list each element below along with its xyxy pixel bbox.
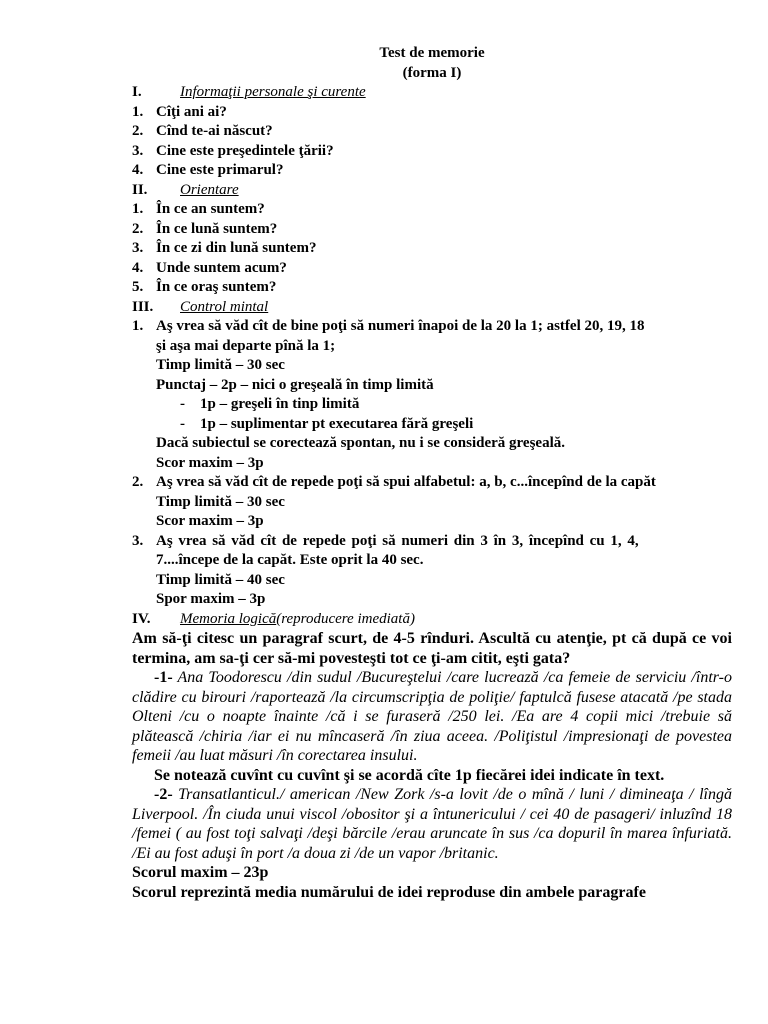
- section-2-title: Orientare: [180, 181, 239, 198]
- story-paragraph-1: [132, 668, 732, 766]
- list-item-continuation: 7....începe de la capăt. Este oprit la 40 sec.: [156, 552, 424, 568]
- list-item: 5. În ce oraş suntem?: [132, 279, 277, 295]
- section-1-heading: [132, 83, 732, 103]
- section-3-title: Control mintal: [180, 298, 269, 315]
- list-item: 3. Aş vrea să văd cît de repede poţi să numeri din 3 în 3, începînd cu 1, 4,: [132, 532, 639, 549]
- max-score: Scor maxim – 3p: [156, 454, 264, 471]
- max-score: Spor maxim – 3p: [156, 591, 266, 607]
- final-note: Scorul reprezintă media numărului de idei reproduse din ambele paragrafe: [132, 883, 646, 901]
- section-1-numeral: I.: [132, 84, 142, 100]
- section-3-numeral: III.: [132, 298, 154, 315]
- scoring-note: Se notează cuvînt cu cuvînt şi se acordă cîte 1p fiecărei idei indicate în text.: [154, 766, 665, 784]
- list-item: 4. Unde suntem acum?: [132, 259, 287, 276]
- section-4-title-note: (reproducere imediată): [276, 610, 415, 627]
- list-item: 1. Cîţi ani ai?: [132, 103, 227, 120]
- list-item: 1. Aş vrea să văd cît de bine poţi să numeri înapoi de la 20 la 1; astfel 20, 19, 18: [132, 318, 645, 334]
- section-2-heading: [132, 181, 732, 201]
- story-2-label: -2-: [154, 786, 173, 803]
- instruction-paragraph: Am să-ţi citesc un paragraf scurt, de 4-5 rînduri. Ascultă cu atenţie, pt că după ce voi termina, am sa-ţi cer să-mi povesteşti tot ce ţi-am citit, eşti gata?: [132, 630, 732, 667]
- time-limit: Timp limită – 30 sec: [156, 493, 285, 510]
- max-score: Scor maxim – 3p: [156, 513, 264, 529]
- section-2-numeral: II.: [132, 181, 148, 198]
- list-item: 2. În ce lună suntem?: [132, 220, 278, 237]
- scoring-note: Dacă subiectul se corectează spontan, nu i se consideră greşeală.: [156, 435, 565, 451]
- scoring-sub-rule: - 1p – suplimentar pt executarea fără greşeli: [180, 415, 474, 432]
- story-1-text: Ana Toodorescu /din sudul /Bucureştelui /care lucrează /ca femeie de serviciu /într-o clădire cu birouri /raportează /la circumscripţia de poliţie/ faptulcă fusese atacată /pe stada Olteni /cu o noapte înainte /că i se furaseră /250 lei. /Ea are 4 copii mici /trebuie să plătească /chiria /iar ei nu mîncaseră /în ziua aceea. /Poliţistul /impresionaţi de povestea femeii /au luat măsuri /în corectarea insului.: [132, 669, 732, 764]
- story-2-text: Transatlanticul./ american /New Zork /s-a lovit /de o mînă / luni / dimineaţa / lîngă Liverpool. /În ciuda unui viscol /obositor şi a întunericului / cei 40 de pasageri/ inluzînd 18 /femei ( au fost toţi salvaţi /deşi bărcile /erau aruncate în sus /ca dopuril în marea înfuriată. /Ei au fost aduşi în port /a doua zi /de un vapor /britanic.: [132, 786, 732, 862]
- section-3-heading: [132, 298, 732, 318]
- scoring-rule: Punctaj – 2p – nici o greşeală în timp limită: [156, 376, 434, 393]
- story-paragraph-2: [132, 785, 732, 863]
- time-limit: Timp limită – 30 sec: [156, 357, 285, 373]
- scoring-sub-rule: - 1p – greşeli în tinp limită: [180, 396, 360, 412]
- document-title: Test de memorie: [379, 45, 485, 61]
- list-item: 2. Cînd te-ai născut?: [132, 123, 273, 139]
- list-item: 2. Aş vrea să văd cît de repede poţi să spui alfabetul: a, b, c...începînd de la capăt: [132, 474, 656, 490]
- list-item-continuation: şi aşa mai departe pînă la 1;: [156, 337, 336, 354]
- max-score: Scorul maxim – 23p: [132, 864, 269, 881]
- section-4-title: Memoria logică: [180, 610, 277, 627]
- story-1-label: -1-: [154, 669, 173, 686]
- document-subtitle: (forma I): [402, 64, 462, 81]
- list-item: 3. Cine este preşedintele ţării?: [132, 142, 334, 159]
- section-4-numeral: IV.: [132, 610, 151, 627]
- section-4-heading: [132, 610, 732, 630]
- list-item: 1. În ce an suntem?: [132, 201, 265, 217]
- list-item: 4. Cine este primarul?: [132, 162, 284, 178]
- time-limit: Timp limită – 40 sec: [156, 571, 285, 588]
- document-page: [132, 44, 732, 902]
- list-item: 3. În ce zi din lună suntem?: [132, 240, 317, 256]
- section-1-title: Informaţii personale şi curente: [180, 84, 366, 100]
